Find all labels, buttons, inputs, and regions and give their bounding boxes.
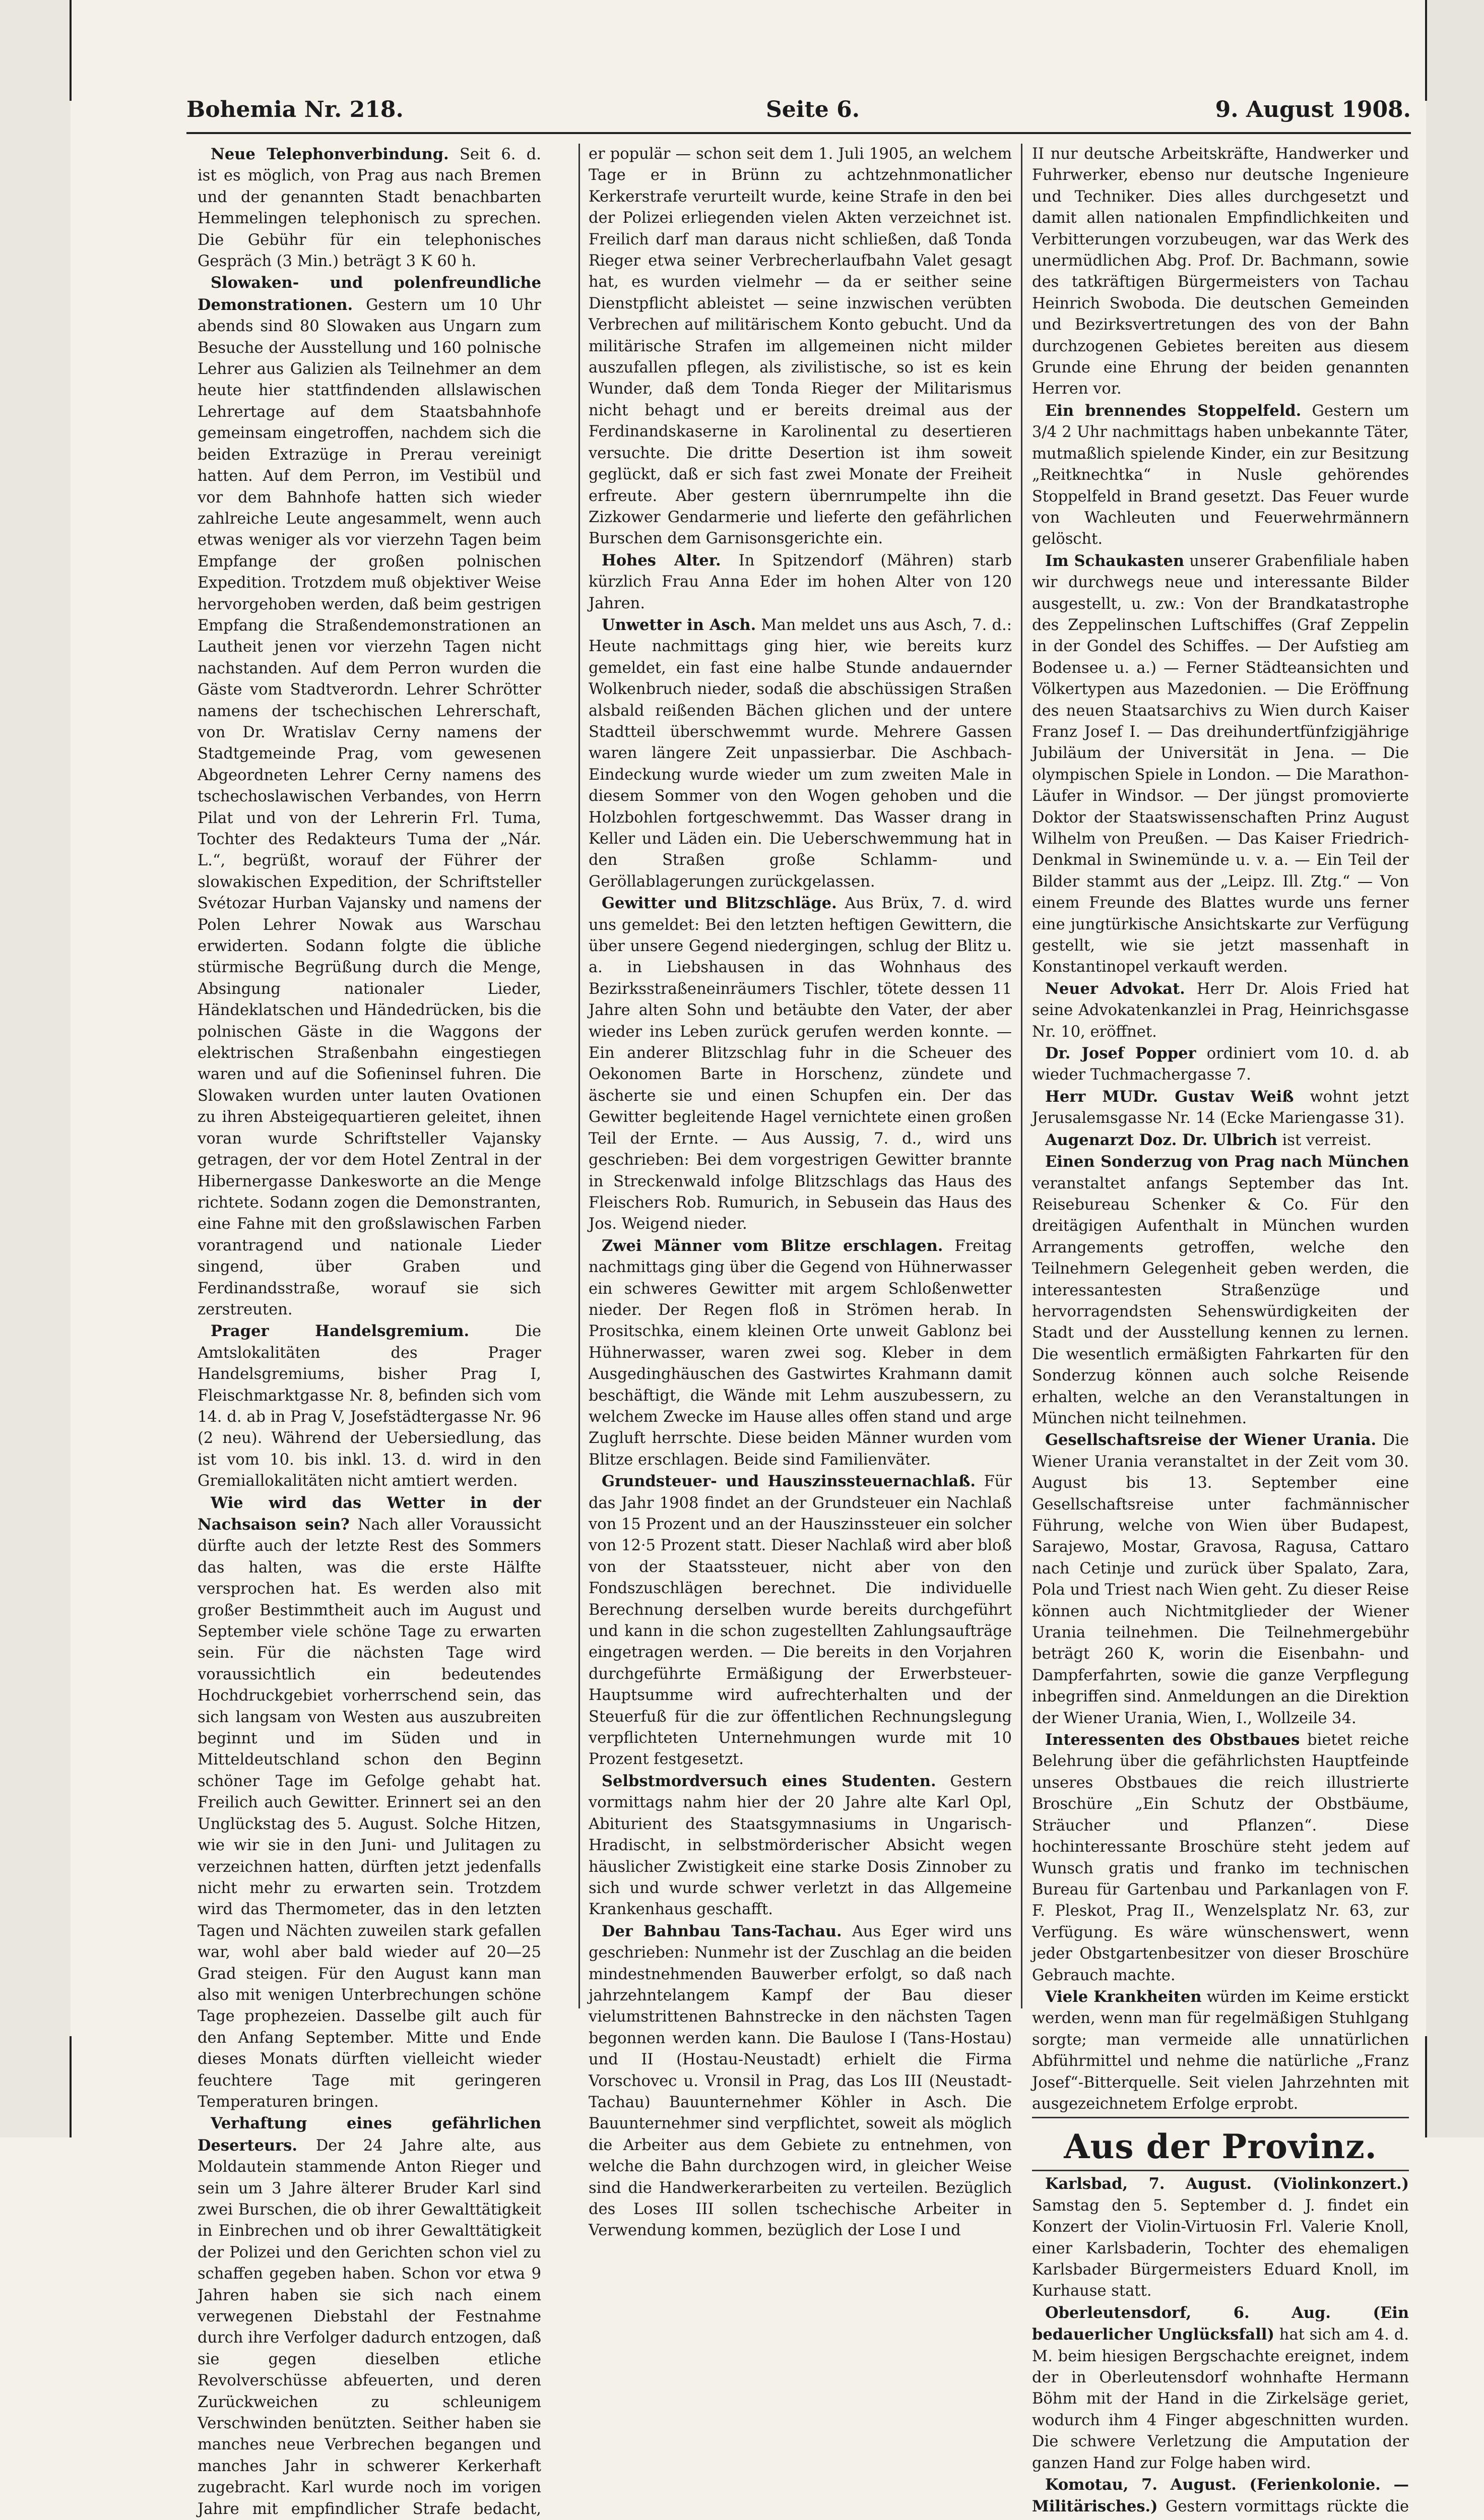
article-paragraph (1032, 978, 1409, 1043)
article-headline: Slowaken- und polenfreundliche Demonstrationen. (198, 274, 541, 314)
article-body: Gestern vormittags nahm hier der 20 Jahre alte Karl Opl, Abiturient des Staatsgymnasiums in Ungarisch-Hradischt, in selbstmörderischer Absicht wegen häuslicher Zwistigkeit eine starke Dosis Zinnober zu sich und wurde schwer verletzt in das Allgemeine Krankenhaus geschafft. (589, 1772, 1012, 1919)
article (1032, 2474, 1409, 2520)
article-body: In Spitzendorf (Mähren) starb kürzlich Frau Anna Eder im hohen Alter von 120 Jahren. (589, 551, 1012, 612)
article-body: unserer Grabenfiliale haben wir durchwegs neue und interessante Bilder ausgestellt, u. zw.: Von der Brandkatastrophe des Zeppelinschen Luftschiffes (Graf Zeppelin in der Gondel des Schiffes. — Der Aufstieg am Bodensee u. a.) — Ferner Städteansichten und Völkertypen aus Mazedonien. — Die Eröffnung des neuen Staatsarchivs zu Wien durch Kaiser Franz Josef I. — Das dreihundertfünfzigjährige Jubiläum der Universität in Jena. — Die olympischen Spiele in London. — Die Marathon-Läufer in Windsor. — Der jüngst promovierte Doktor der Staatswissenschaften Prinz August Wilhelm von Preußen. — Das Kaiser Friedrich-Denkmal in Swinemünde u. v. a. — Ein Teil der Bilder stammt aus der „Leipz. Ill. Ztg.“ — Von einem Freunde des Blattes wurde uns ferner eine jungtürkische Ansichtskarte zur Verfügung gestellt, wie sie jetzt massenhaft in Konstantinopel verkauft werden. (1032, 552, 1409, 976)
article (198, 1320, 541, 1492)
article (1032, 1043, 1409, 1086)
article-body: er populär — schon seit dem 1. Juli 1905, an welchem Tage er in Brünn zu achtzehnmonatlicher Kerkerstrafe verurteilt wurde, keine Strafe in den bei der Polizei erliegenden vielen Akten verzeichnet ist. Freilich darf man daraus nicht schließen, daß Tonda Rieger etwa seiner Verbrecherlaufbahn Valet gesagt hat, es wurden vielmehr — da er seither seine Dienstpflicht ableistet — seine inzwischen verübten Verbrechen auf militärischem Konto gebucht. Und da militärische Strafen im allgemeinen nicht milder auszufallen pflegen, als zivilistische, so ist es kein Wunder, daß dem Tonda Rieger der Militarismus nicht behagt und er bereits dreimal aus der Ferdinandskaserne in Karolinental zu desertieren versuchte. Die dritte Desertion ist ihm soweit geglückt, daß er sich fast zwei Monate der Freiheit erfreute. Aber gestern übernrumpelte ihn die Zizkower Gendarmerie und lieferte den gefährlichen Burschen dem Garnisonsgerichte ein. (589, 145, 1012, 548)
article-paragraph (1032, 1043, 1409, 1086)
section-rule (1032, 2170, 1409, 2171)
article (589, 1471, 1012, 1771)
article-body: ordiniert vom 10. d. ab wieder Tuchmachergasse 7. (1032, 1045, 1409, 1084)
page-header (186, 97, 1411, 132)
article-headline: Oberleutensdorf, 6. Aug. (Ein bedauerlicher Unglücksfall) (1032, 2303, 1409, 2344)
article-headline: Hohes Alter. (602, 551, 721, 570)
article-body: Gestern um 10 Uhr abends sind 80 Slowaken aus Ungarn zum Besuche der Ausstellung und 160 polnische Lehrer aus Galizien als Teilnehmer an dem heute hier stattfindenden allslawischen Lehrertage auf dem Staatsbahnhofe gemeinsam eingetroffen, nachdem sich die beiden Extrazüge in Prerau vereinigt hatten. Auf dem Perron, im Vestibül und vor dem Bahnhofe hatten sich wieder zahlreiche Leute angesammelt, wenn auch etwas weniger als vor vierzehn Tagen beim Empfange der großen polnischen Expedition. Trotzdem muß objektiver Weise hervorgehoben werden, daß beim gestrigen Empfang die Straßendemonstrationen an Lautheit jenen vor vierzehn Tagen nicht nachstanden. Auf dem Perron wurden die Gäste vom Stadtverordn. Lehrer Schrötter namens der tschechischen Lehrerschaft, von Dr. Wratislav Cerny namens der Stadtgemeinde Prag, vom gewesenen Abgeordneten Lehrer Cerny namens des tschechoslawischen Verbandes, von Herrn Pilat und von der Lehrerin Frl. Tuma, Tochter des Redakteurs Tuma der „Nár. L.“, begrüßt, worauf der Führer der slowakischen Expedition, der Schriftsteller Svétozar Hurban Vajansky und namens der Polen Lehrer Nowak aus Warschau erwiderten. Sodann folgte die übliche stürmische Begrüßung durch die Menge, Absingung nationaler Lieder, Händeklatschen und Händedrücken, bis die polnischen Gäste in die Waggons der elektrischen Straßenbahn eingestiegen waren und auf die Sofieninsel fuhren. Die Slowaken wurden unter lauten Ovationen zu ihren Absteigequartieren geleitet, ihnen voran wurde Schriftsteller Vajansky getragen, der vor dem Hotel Zentral in der Hibernergasse Dankesworte an die Menge richtete. Sodann zogen die Demonstranten, eine Fahne mit den großslawischen Farben vorantragend und nationale Lieder singend, über Graben und Ferdinandsstraße, worauf sie sich zerstreuten. (198, 296, 542, 1318)
article-body: Gestern vormittags rückte die (1166, 2498, 1409, 2516)
issue-date: 9. August 1908. (1215, 97, 1411, 122)
article-headline: Zwei Männer vom Blitze erschlagen. (602, 1236, 943, 1255)
article-body: Die Amtslokalitäten des Prager Handelsgremiums, bisher Prag I, Fleischmarktgasse Nr. 8, befinden sich vom 14. d. ab in Prag V, Josefstädtergasse Nr. 96 (2 neu). Während der Uebersiedlung, das ist vom 10. bis inkl. 13. d. wird in den Gremiallokalitäten nicht amtiert werden. (198, 1322, 541, 1490)
article-headline: Gewitter und Blitzschläge. (602, 894, 837, 913)
column-1 (198, 144, 542, 2518)
column-rule-2 (1021, 144, 1022, 2008)
article-body: Nach aller Voraussicht dürfte auch der letzte Rest des Sommers das halten, was die erste Hälfte versprochen hat. Es werden also mit großer Bestimmtheit auch im August und September viele schöne Tage zu erwarten sein. Für die nächsten Tage wird voraussichtlich ein bedeutendes Hochdruckgebiet vorherrschend sein, das sich langsam von Westen aus auszubreiten beginnt und im Süden und in Mitteldeutschland schon den Beginn schöner Tage im Gefolge gehabt hat. Freilich auch Gewitter. Erinnert sei an den Unglückstag des 5. August. Solche Hitzen, wie wir sie in den Juni- und Julitagen zu verzeichnen hatten, dürften jetzt jedenfalls nicht mehr zu erwarten sein. Trotzdem wird das Thermometer, das in den letzten Tagen und Nächten zuweilen stark gefallen war, wohl aber bald wieder auf 20—25 Grad steigen. Für den August kann man also mit wenigen Unterbrechungen schöne Tage prophezeien. Dasselbe gilt auch für den Anfang September. Mitte und Ende dieses Monats dürften vielleicht wieder feuchtere Tage mit geringeren Temperaturen bringen. (198, 1516, 541, 2111)
article (589, 893, 1012, 1235)
article-headline: Unwetter in Asch. (602, 615, 756, 634)
column-3 (1032, 144, 1409, 2516)
article-paragraph (589, 1471, 1012, 1771)
article (1032, 144, 1409, 400)
article-paragraph (1032, 1086, 1409, 1129)
article (1032, 978, 1409, 1043)
article-paragraph (198, 144, 541, 272)
article-paragraph (1032, 2474, 1409, 2520)
article-paragraph (1032, 2302, 1409, 2474)
article-headline: Prager Handelsgremium. (211, 1322, 470, 1341)
article-body: hat sich am 4. d. M. beim hiesigen Bergschachte ereignet, indem der in Oberleutensdorf wohnhafte Hermann Böhm mit der Hand in die Zirkelsäge geriet, wodurch ihm 4 Finger abgeschnitten wurden. Die schwere Verletzung die Amputation der ganzen Hand zur Folge haben wird. (1032, 2326, 1409, 2472)
article-headline: Selbstmordversuch eines Studenten. (602, 1772, 936, 1790)
article-paragraph (589, 144, 1012, 550)
crop-mark-top-left (70, 0, 72, 101)
article-body: Freitag nachmittags ging über die Gegend von Hühnerwasser ein schweres Gewitter mit argem Schloßenwetter nieder. Der Regen floß in Strömen herab. In Prositschka, einem kleinen Orte unweit Gablonz bei Hühnerwasser, waren zwei sog. Kleber in dem Ausgedinghäuschen des Gastwirtes Krahmann damit beschäftigt, die Wände mit Lehm auszubessern, zu welchem Zwecke im Hause alles offen stand und arge Zugluft herrschte. Diese beiden Männer wurden vom Blitze erschlagen. Beide sind Familienväter. (589, 1237, 1012, 1469)
article-headline: Grundsteuer- und Hauszinssteuernachlaß. (602, 1472, 976, 1491)
article-headline: Neuer Advokat. (1045, 979, 1185, 998)
article-headline: Im Schaukasten (1045, 551, 1185, 570)
article-paragraph (1032, 1729, 1409, 1986)
section-rule (1032, 2117, 1409, 2118)
article-body: Seit 6. d. ist es möglich, von Prag aus nach Bremen und der genannten Stadt benachbarten Hemmelingen telephonisch zu sprechen. Die Gebühr für ein telephonisches Gespräch (3 Min.) beträgt 3 K 60 h. (198, 146, 541, 271)
left-scan-margin (0, 0, 71, 2137)
article-body: Die Wiener Urania veranstaltet in der Zeit vom 30. August bis 13. September eine Gesellschaftsreise unter fachmännischer Führung, welche von Wien über Budapest, Sarajewo, Mostar, Gravosa, Ragusa, Cattaro nach Cetinje und zurück über Spalato, Zara, Pola und Triest nach Wien geht. Zu dieser Reise können auch Nichtmitglieder der Wiener Urania teilnehmen. Die Teilnehmergebühr beträgt 260 K, worin die Eisenbahn- und Dampferfahrten, sowie die ganze Verpflegung inbegriffen sind. Anmeldungen an die Direktion der Wiener Urania, Wien, I., Wollzeile 34. (1032, 1431, 1409, 1727)
article-body: Man meldet uns aus Asch, 7. d.: Heute nachmittags ging hier, wie bereits kurz gemeldet, ein fast eine halbe Stunde andauernder Wolkenbruch nieder, sodaß die abschüssigen Straßen alsbald reißenden Bächen glichen und der untere Stadtteil überschwemmt wurde. Mehrere Gassen waren längere Zeit unpassierbar. Die Aschbach-Eindeckung wurde wieder um zum zweiten Male in diesem Sommer von den Wogen gehoben und die Holzbohlen fortgeschwemmt. Das Wasser drang in Keller und Läden ein. Die Ueberschwemmung hat in den Straßen große Schlamm- und Geröllablagerungen zurückgelassen. (589, 616, 1012, 891)
article-paragraph (1032, 1129, 1409, 1151)
article-body: Gestern um 3/4 2 Uhr nachmittags haben unbekannte Täter, mutmaßlich spielende Kinder, ein zur Besitzung „Reitknechtka“ in Nusle gehörendes Stoppelfeld in Brand gesetzt. Das Feuer wurde von Wachleuten und Feuerwehrmännern gelöscht. (1032, 402, 1409, 548)
section-title: Aus der Provinz. (1064, 2127, 1377, 2167)
article (1032, 400, 1409, 550)
article (198, 272, 541, 1320)
article (1032, 2173, 1409, 2302)
page-number: Seite 6. (766, 97, 860, 122)
article-headline: Dr. Josef Popper (1045, 1044, 1196, 1063)
article-paragraph (589, 1771, 1012, 1921)
article-paragraph (1032, 2173, 1409, 2302)
article-headline: Herr MUDr. Gustav Weiß (1045, 1087, 1294, 1106)
article (1032, 1986, 1409, 2115)
article-paragraph (198, 1320, 541, 1492)
article-paragraph (1032, 1429, 1409, 1729)
article-paragraph (198, 2113, 541, 2520)
article (589, 614, 1012, 893)
article-body: veranstaltet anfangs September das Int. Reisebureau Schenker & Co. Für den dreitägigen Aufenthalt in München wurden Arrangements getroffen, welche den Teilnehmern Gelegenheit geben werden, die interessantesten Straßenzüge und hervorragendsten Sehenswürdigkeiten der Stadt und der Ausstellung kennen zu lernen. Die wesentlich ermäßigten Fahrkarten für den Sonderzug können auch solche Reisende erhalten, welche an den Veranstaltungen in München nicht teilnehmen. (1032, 1174, 1409, 1427)
article-paragraph (589, 1921, 1012, 2242)
article-paragraph (589, 614, 1012, 893)
article-headline: Ein brennendes Stoppelfeld. (1045, 401, 1302, 420)
article-headline: Verhaftung eines gefährlichen Deserteurs. (198, 2114, 541, 2155)
crop-mark-bottom-right (1425, 2036, 1427, 2137)
crop-mark-top-right (1425, 0, 1427, 101)
article-body: Für das Jahr 1908 findet an der Grundsteuer ein Nachlaß von 15 Prozent und an der Hauszinssteuer ein solcher von 12·5 Prozent statt. Dieser Nachlaß wird aber bloß von der Staatssteuer, nicht aber von den Fondszuschlägen berechnet. Die individuelle Berechnung derselben wurde bereits durchgeführt und kann in die schon zugestellten Zahlungsaufträge eingetragen werden. — Die bereits in den Vorjahren durchgeführte Ermäßigung der Erwerbsteuer-Hauptsumme wird aufrechterhalten und der Steuerfuß für die zur öffentlichen Rechnungslegung verpflichteten Unternehmungen wurde mit 10 Prozent festgesetzt. (589, 1473, 1012, 1769)
article-body: ist verreist. (1282, 1131, 1372, 1149)
article-headline: Komotau, 7. August. (Ferienkolonie. — Militärisches.) (1032, 2476, 1409, 2516)
article-paragraph (589, 550, 1012, 614)
article-body: Der 24 Jahre alte, aus Moldautein stammende Anton Rieger und sein um 3 Jahre älterer Bruder Karl sind zwei Burschen, die ob ihrer Gewalttätigkeit in Einbrechen und ob ihrer Gewalttätigkeit der Polizei und den Gerichten schon viel zu schaffen gegeben haben. Schon vor etwa 9 Jahren haben sie sich nach einem verwegenen Diebstahl der Festnahme durch ihre Verfolger dadurch entzogen, daß sie gegen dieselben etliche Revolverschüsse abfeuerten, und deren Zurückweichen zu schleunigem Verschwinden benützten. Seither haben sie manches neue Verbrechen begangen und manches Jahr in schwerer Kerkerhaft zugebracht. Karl wurde noch im vorigen Jahre mit empfindlicher Strafe bedacht, (198, 2136, 541, 2518)
article-paragraph (198, 272, 541, 1320)
article-paragraph (1032, 1986, 1409, 2115)
article (589, 550, 1012, 614)
article-paragraph (198, 1492, 541, 2113)
article-paragraph (1032, 550, 1409, 978)
article (1032, 1151, 1409, 1429)
article (1032, 2302, 1409, 2474)
article (589, 1771, 1012, 1921)
article-paragraph (1032, 1151, 1409, 1429)
article (198, 2113, 541, 2520)
article (589, 1235, 1012, 1471)
article-body: Aus Brüx, 7. d. wird uns gemeldet: Bei den letzten heftigen Gewittern, die über unsere Gegend niedergingen, schlug der Blitz u. a. in Liebshausen in das Wohnhaus des Bezirksstraßeneinräumers Tischler, tötete dessen 11 Jahre alten Sohn und betäubte den Vater, der aber wieder ins Leben zurück gerufen werden konnte. — Ein anderer Blitzschlag fuhr in die Scheuer des Oekonomen Barte in Horschenz, zündete und äscherte sie und einen Schupfen ein. Der das Gewitter begleitende Hagel vernichtete einen großen Teil der Ernte. — Aus Aussig, 7. d., wird uns geschrieben: Bei dem vorgestrigen Gewitter brannte in Streckenwald infolge Blitzschlags das Haus des Fleischers Rob. Rumurich, in Sebusein das Haus des Jos. Weigend nieder. (589, 895, 1012, 1233)
crop-mark-bottom-left (70, 2036, 72, 2137)
article-body: wohnt jetzt Jerusalemsgasse Nr. 14 (Ecke Mariengasse 31). (1032, 1088, 1409, 1127)
article (1032, 1429, 1409, 1729)
article-paragraph (1032, 400, 1409, 550)
article-body: Herr Dr. Alois Fried hat seine Advokatenkanzlei in Prag, Heinrichsgasse Nr. 10, eröffnet. (1032, 980, 1409, 1041)
article (1032, 550, 1409, 978)
article-headline: Karlsbad, 7. August. (Violinkonzert.) (1045, 2175, 1409, 2193)
article-body: Aus Eger wird uns geschrieben: Nunmehr ist der Zuschlag an die beiden mindestnehmenden Bauwerber erfolgt, so daß nach jahrzehntelangem Kampf der Bau dieser vielumstrittenen Bahnstrecke in den nächsten Tagen begonnen werden kann. Die Baulose I (Tans-Hostau) und II (Hostau-Neustadt) erhielt die Firma Vorschovec u. Vronsil in Prag, das Los III (Neustadt-Tachau) Bauunternehmer Köhler in Asch. Die Bauunternehmer sind verpflichtet, soweit als möglich die Arbeiter aus dem Gebiete zu entnehmen, von welche die Bahn durchzogen wird, in gleicher Weise sind die Handwerkerarbeiten zu verteilen. Bezüglich des Loses III sollen tschechische Arbeiter in Verwendung kommen, bezüglich der Lose I und (589, 1922, 1012, 2240)
article-body: bietet reiche Belehrung über die gefährlichsten Hauptfeinde unseres Obstbaues die reich illustrierte Broschüre „Ein Schutz der Obstbäume, Sträucher und Pflanzen“. Diese hochinteressante Broschüre steht jedem auf Wunsch gratis und franko im technischen Bureau für Gartenbau und Parkanlagen von F. F. Pleskot, Prag II., Wenzelsplatz Nr. 63, zur Verfügung. Es wäre wünschenswert, wenn jeder Obstgartenbesitzer von dieser Broschüre Gebrauch machte. (1032, 1731, 1409, 1984)
article-headline: Einen Sonderzug von Prag nach München (1045, 1153, 1409, 1171)
article (1032, 1729, 1409, 1986)
article-body: Samstag den 5. September d. J. findet ein Konzert der Violin-Virtuosin Frl. Valerie Knoll, einer Karlsbaderin, Tochter des ehemaligen Karlsbader Bürgermeisters Eduard Knoll, im Kurhause statt. (1032, 2196, 1409, 2300)
article (1032, 1086, 1409, 1129)
article-headline: Interessenten des Obstbaues (1045, 1731, 1300, 1749)
header-rule (186, 132, 1411, 134)
article-body: II nur deutsche Arbeitskräfte, Handwerker und Fuhrwerker, ebenso nur deutsche Ingenieure und Techniker. Dies alles durchgesetzt und damit allen nationalen Empfindlichkeiten und Verbitterungen vorzubeugen, war das Werk des unermüdlichen Abg. Prof. Dr. Bachmann, sowie des tatkräftigen Bürgermeisters von Tachau Heinrich Swoboda. Die deutschen Gemeinden und Bezirksvertretungen des von der Bahn durchzogenen Gebietes bereiten aus diesem Grunde eine Ehrung der beiden genannten Herren vor. (1032, 145, 1409, 398)
article-headline: Gesellschaftsreise der Wiener Urania. (1045, 1431, 1377, 1450)
right-scan-margin (1426, 0, 1484, 2137)
column-2 (589, 144, 1012, 2240)
article-paragraph (589, 893, 1012, 1235)
publication-title: Bohemia Nr. 218. (186, 97, 404, 122)
article-body: würden im Keime erstickt werden, wenn man für regelmäßigen Stuhlgang sorgte; man vermeide alle unnatürlichen Abführmittel und nehme die natürliche „Franz Josef“-Bitterquelle. Seit vielen Jahrzehnten mit ausgezeichnetem Erfolge erprobt. (1032, 1988, 1409, 2113)
article-paragraph (1032, 144, 1409, 400)
column-rule-1 (578, 144, 580, 2008)
article-headline: Augenarzt Doz. Dr. Ulbrich (1045, 1130, 1277, 1149)
article (198, 144, 541, 272)
article (589, 144, 1012, 550)
article (198, 1492, 541, 2113)
article-headline: Der Bahnbau Tans-Tachau. (602, 1922, 842, 1940)
article (1032, 1129, 1409, 1151)
article-headline: Viele Krankheiten (1045, 1987, 1202, 2006)
article-headline: Neue Telephonverbindung. (211, 145, 449, 163)
article-headline: Wie wird das Wetter in der Nachsaison sein? (198, 1493, 541, 1534)
article-paragraph (589, 1235, 1012, 1471)
article (589, 1921, 1012, 2242)
